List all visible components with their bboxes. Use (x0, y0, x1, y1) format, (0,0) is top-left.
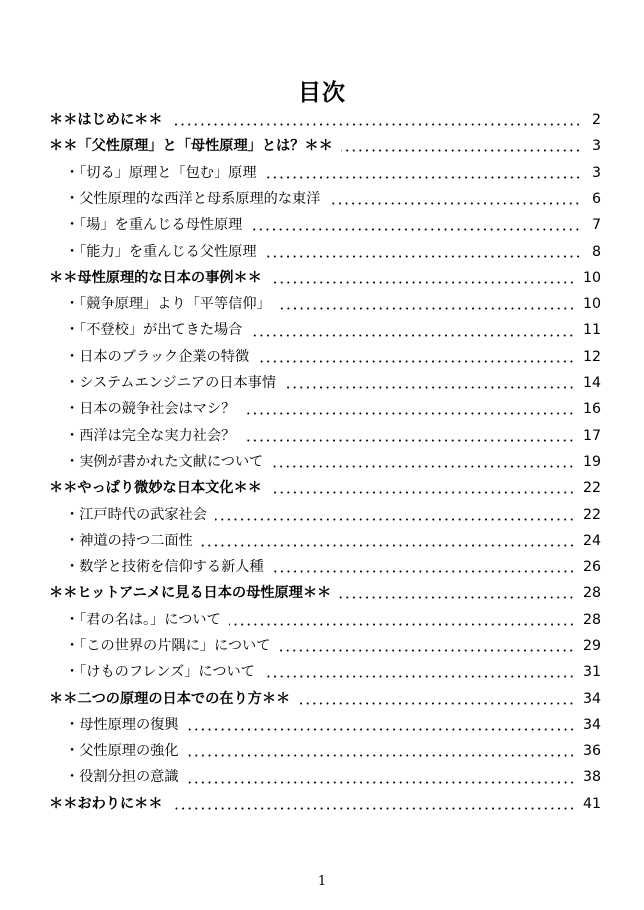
toc-entry-page: 17 (582, 427, 601, 444)
dot-leader (272, 570, 575, 573)
dot-leader (250, 228, 581, 231)
toc-entry-page: 24 (582, 532, 601, 549)
dot-leader (339, 596, 575, 599)
toc-section-row[interactable] (49, 238, 601, 264)
toc-entry-page: 7 (591, 217, 601, 234)
toc-chapter-row[interactable] (49, 791, 601, 817)
dot-leader (257, 360, 575, 363)
dot-leader (328, 202, 581, 205)
toc-chapter-row[interactable] (49, 107, 601, 133)
toc-section-row[interactable] (49, 659, 601, 685)
toc-entry-label: ・実例が書かれた文献について (65, 453, 264, 470)
page-number: 1 (317, 874, 327, 889)
toc-section-row[interactable] (49, 528, 601, 554)
toc-entry-page: 28 (582, 585, 601, 602)
toc-entry-page: 6 (591, 190, 601, 207)
toc-section-row[interactable] (49, 633, 601, 659)
dot-leader (201, 544, 575, 547)
dot-leader (284, 386, 575, 389)
toc-entry-page: 41 (582, 795, 601, 812)
toc-entry-label: ・「君の名は。」について (65, 611, 221, 628)
toc-entry-page: 10 (582, 296, 601, 313)
toc-entry-label: ・システムエンジニアの日本事情 (65, 375, 277, 392)
toc-chapter-row[interactable] (49, 265, 601, 291)
dot-leader (278, 649, 575, 652)
toc-entry-page: 16 (582, 401, 601, 418)
toc-entry-label: ・神道の持つ二面性 (65, 532, 193, 549)
toc-section-row[interactable] (49, 449, 601, 475)
toc-entry-page: 3 (591, 164, 601, 181)
toc-entry-label: ＊＊おわりに＊＊ (49, 795, 163, 812)
toc-entry-label: ・「競争原理」より「平等信仰」 (65, 296, 271, 313)
toc-section-row[interactable] (49, 501, 601, 527)
toc-entry-label: ・「能力」を重んじる父性原理 (65, 243, 257, 260)
toc-entry-page: 34 (582, 690, 601, 707)
toc-entry-label: ・「切る」原理と「包む」原理 (65, 164, 257, 181)
toc-entry-label: ・母性原理の復興 (65, 716, 179, 733)
dot-leader (187, 728, 575, 731)
toc-entry-label: ・日本の競争社会はマシ？ (65, 401, 236, 418)
dot-leader (250, 334, 575, 337)
toc-entry-label: ＊＊はじめに＊＊ (49, 112, 163, 129)
dot-leader (171, 807, 575, 810)
toc-section-row[interactable] (49, 370, 601, 396)
toc-section-row[interactable] (49, 291, 601, 317)
dot-leader (243, 439, 575, 442)
dot-leader (270, 281, 575, 284)
toc-section-row[interactable] (49, 396, 601, 422)
toc-entry-label: ＊＊二つの原理の日本での在り方＊＊ (49, 690, 291, 707)
dot-leader (265, 176, 581, 179)
dot-leader (187, 781, 575, 784)
toc-entry-page: 14 (582, 375, 601, 392)
dot-leader (265, 255, 581, 258)
toc-entry-label: ・父性原理的な西洋と母系原理的な東洋 (65, 190, 321, 207)
toc-entry-page: 26 (582, 559, 601, 576)
toc-section-row[interactable] (49, 212, 601, 238)
dot-leader (171, 123, 581, 126)
toc-entry-label: ・父性原理の強化 (65, 743, 179, 760)
toc-entry-label: ・「不登校」が出てきた場合 (65, 322, 243, 339)
toc-entry-page: 3 (591, 138, 601, 155)
toc-entry-label: ＊＊ヒットアニメに見る日本の母性原理＊＊ (49, 585, 332, 602)
toc-entry-page: 28 (582, 611, 601, 628)
toc-entry-page: 38 (582, 769, 601, 786)
toc-entry-page: 34 (582, 716, 601, 733)
toc-entry-label: ・西洋は完全な実力社会？ (65, 427, 236, 444)
page-title: 目次 (298, 80, 346, 106)
toc-entry-label: ・役割分担の意識 (65, 769, 179, 786)
toc-section-row[interactable] (49, 317, 601, 343)
toc-section-row[interactable] (49, 712, 601, 738)
toc-entry-label: ＊＊「父性原理」と「母性原理」とは？＊＊ (49, 138, 333, 155)
toc-entry-label: ・「場」を重んじる母性原理 (65, 217, 243, 234)
toc-entry-label: ＊＊母性原理的な日本の事例＊＊ (49, 269, 262, 286)
toc-entry-page: 11 (582, 322, 601, 339)
toc-entry-label: ・江戸時代の武家社会 (65, 506, 207, 523)
toc-section-row[interactable] (49, 554, 601, 580)
toc-entry-label: ・数学と技術を信仰する新人種 (65, 559, 264, 576)
dot-leader (187, 754, 575, 757)
toc-section-row[interactable] (49, 186, 601, 212)
dot-leader (243, 412, 575, 415)
toc-chapter-row[interactable] (49, 133, 601, 159)
toc-entry-page: 29 (582, 637, 601, 654)
dot-leader (298, 702, 575, 705)
toc-entry-page: 12 (582, 348, 601, 365)
toc-section-row[interactable] (49, 344, 601, 370)
toc-entry-page: 31 (582, 664, 601, 681)
toc-entry-page: 2 (591, 112, 601, 129)
toc-entry-label: ・日本のブラック企業の特徴 (65, 348, 250, 365)
toc-entry-label: ・「けものフレンズ」について (65, 664, 255, 681)
dot-leader (279, 307, 575, 310)
dot-leader (270, 491, 575, 494)
toc-entry-page: 22 (582, 506, 601, 523)
dot-leader (263, 675, 575, 678)
toc-chapter-row[interactable] (49, 686, 601, 712)
toc-chapter-row[interactable] (49, 580, 601, 606)
toc-chapter-row[interactable] (49, 475, 601, 501)
toc-entry-label: ・「この世界の片隅に」について (65, 637, 271, 654)
toc-section-row[interactable] (49, 738, 601, 764)
dot-leader (229, 623, 575, 626)
dot-leader (271, 465, 575, 468)
table-of-contents (49, 107, 601, 817)
toc-entry-page: 36 (582, 743, 601, 760)
toc-section-row[interactable] (49, 160, 601, 186)
toc-section-row[interactable] (49, 607, 601, 633)
toc-entry-label: ＊＊やっぱり微妙な日本文化＊＊ (49, 480, 262, 497)
toc-entry-page: 8 (591, 243, 601, 260)
dot-leader (341, 149, 581, 152)
toc-section-row[interactable] (49, 764, 601, 790)
toc-entry-page: 10 (582, 269, 601, 286)
toc-section-row[interactable] (49, 423, 601, 449)
dot-leader (215, 518, 575, 521)
toc-entry-page: 19 (582, 453, 601, 470)
toc-entry-page: 22 (582, 480, 601, 497)
